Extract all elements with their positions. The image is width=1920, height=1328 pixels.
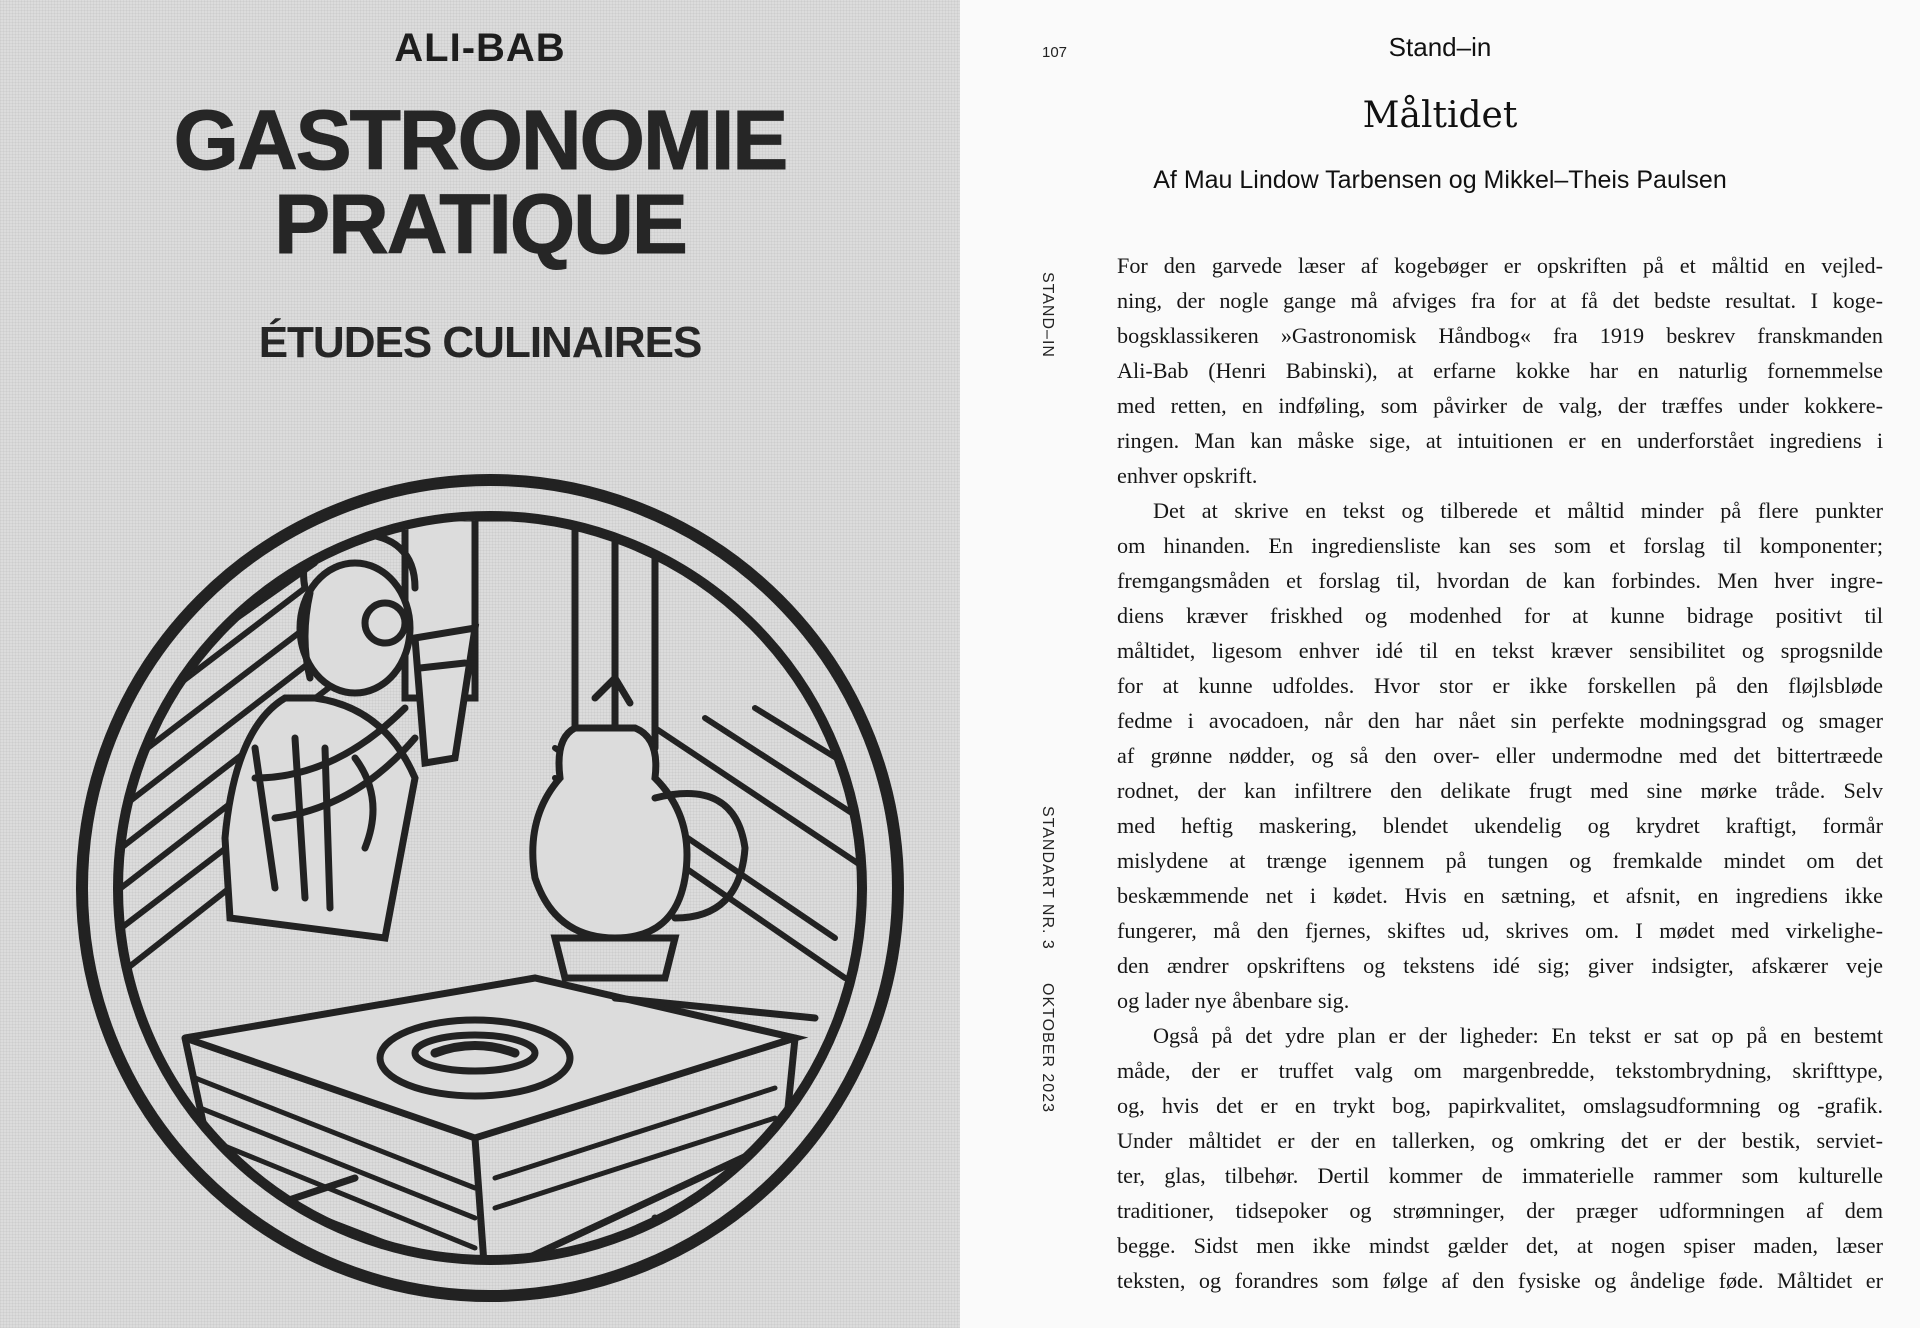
article-title: Måltidet xyxy=(1362,95,1518,136)
text-line: rodnet, der kan infiltrere den delikate frugt med sine mørke tråde. Selv xyxy=(1117,778,1883,803)
cover-subtitle: ÉTUDES CULINAIRES xyxy=(258,318,702,367)
cover-title-line-1: GASTRONOMIE xyxy=(173,93,787,187)
woodcut-illustration-icon xyxy=(55,418,925,1308)
cover-author: ALI-BAB xyxy=(394,26,566,70)
text-line: Også på det ydre plan er der ligheder: En tekst er sat op på en bestemt xyxy=(1153,1023,1883,1048)
text-line: om hinanden. En ingrediensliste kan ses som et forslag til komponenter; xyxy=(1117,533,1883,558)
byline: Af Mau Lindow Tarbensen og Mikkel–Theis Paulsen xyxy=(1153,166,1727,194)
text-line: For den garvede læser af kogebøger er opskriften på et måltid en vejled- xyxy=(1117,253,1883,278)
text-line: fungerer, må den fjernes, skiftes ud, skrives om. I mødet med virkelighe- xyxy=(1117,918,1883,943)
text-line: og, hvis det er en trykt bog, papirkvalitet, omslagsudformning og -grafik. xyxy=(1117,1093,1883,1118)
cover-title xyxy=(0,93,960,271)
paragraph-3 xyxy=(1117,1018,1883,1298)
cover-title-line-2: PRATIQUE xyxy=(274,177,686,271)
text-line: af grønne nødder, og så den over- eller undermodne med det bittertræede xyxy=(1117,743,1883,768)
text-line: med heftig maskering, blendet ukendelig og krydret kraftigt, formår xyxy=(1117,813,1883,838)
text-line: ringen. Man kan måske sige, at intuitionen er en underforstået ingrediens i xyxy=(1117,428,1883,453)
page-number: 107 xyxy=(1042,44,1068,61)
running-head-vertical: STAND–IN xyxy=(1039,272,1056,358)
text-line: og lader nye åbenbare sig. xyxy=(1117,988,1350,1013)
text-line: Under måltidet er der en tallerken, og omkring det er der bestik, serviet- xyxy=(1117,1128,1883,1153)
text-line: Ali-Bab (Henri Babinski), at erfarne kokke har en naturlig fornemmelse xyxy=(1117,358,1883,383)
text-line: teksten, og forandres som følge af den fysiske og åndelige føde. Måltidet er xyxy=(1117,1268,1883,1293)
text-line: måltidet, ligesom enhver idé til en tekst kræver sensibilitet og sprogsnilde xyxy=(1117,638,1883,663)
text-line: måde, der er truffet valg om margenbredde, tekstombrydning, skrifttype, xyxy=(1117,1058,1883,1083)
text-line: beskæmmende net i kødet. Hvis en sætning, et afsnit, en ingrediens ikke xyxy=(1117,883,1883,908)
article-body xyxy=(1117,248,1883,1298)
text-line: for at kunne udfoldes. Hvor stor er ikke forskellen på den fløjlsbløde xyxy=(1117,673,1883,698)
text-line: fremgangsmåden et forslag til, hvordan de kan forbindes. Men hver ingre- xyxy=(1117,568,1883,593)
text-line: med retten, en indføling, som påvirker de valg, der træffes under kokkere- xyxy=(1117,393,1883,418)
text-line: diens kræver friskhed og modenhed for at kunne bidrage positivt til xyxy=(1117,603,1883,628)
text-line: Det at skrive en tekst og tilberede et måltid minder på flere punkter xyxy=(1153,498,1883,523)
text-line: mislydene at trænge igennem på tungen og fremkalde mindet om det xyxy=(1117,848,1883,873)
section-head: Stand–in xyxy=(1388,32,1492,62)
paragraph-1 xyxy=(1117,248,1883,493)
text-line: den ændrer opskriftens og tekstens idé sig; giver indsigter, afskærer veje xyxy=(1117,953,1883,978)
issue-vertical: STANDART NR. 3 xyxy=(1039,806,1056,950)
text-line: traditioner, tidsepoker og strømninger, der præger udformningen af dem xyxy=(1117,1198,1883,1223)
text-line: ning, der nogle gange må afviges fra for at få det bedste resultat. I koge- xyxy=(1117,288,1883,313)
text-line: bogsklassikeren »Gastronomisk Håndbog« fra 1919 beskrev franskmanden xyxy=(1117,323,1883,348)
text-line: enhver opskrift. xyxy=(1117,463,1258,488)
paragraph-2 xyxy=(1117,493,1883,1018)
date-vertical: OKTOBER 2023 xyxy=(1039,983,1056,1113)
text-line: ter, glas, tilbehør. Dertil kommer de immaterielle rammer som kulturelle xyxy=(1117,1163,1883,1188)
text-line: begge. Sidst men ikke mindst gælder det, at nogen spiser maden, læser xyxy=(1117,1233,1883,1258)
text-line: fedme i avocadoen, når den har nået sin perfekte modningsgrad og smager xyxy=(1117,708,1883,733)
